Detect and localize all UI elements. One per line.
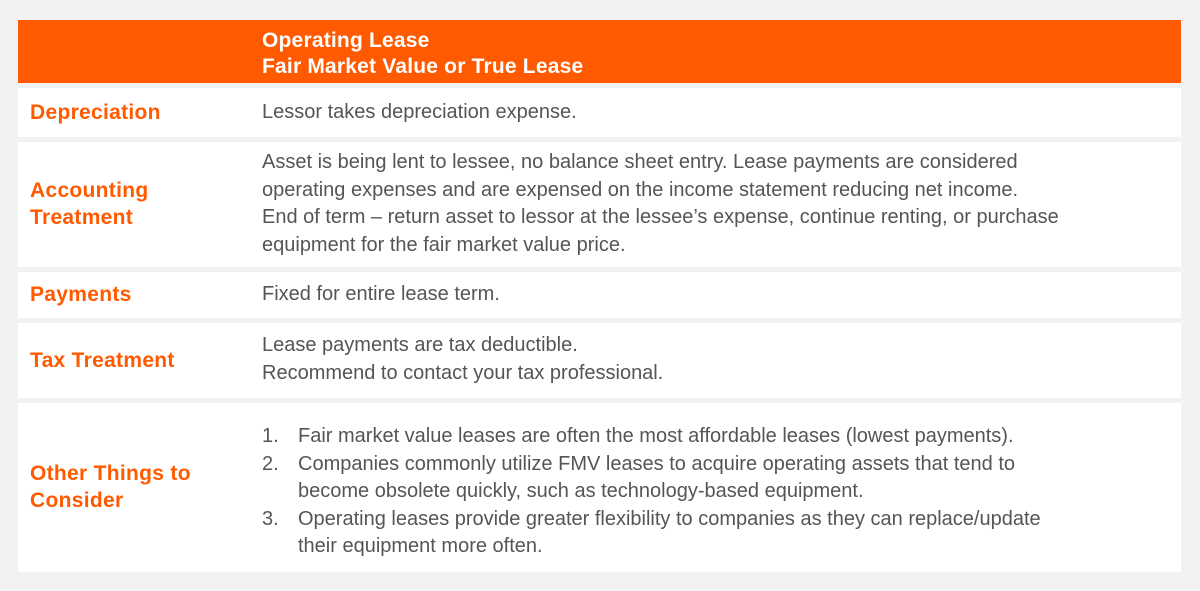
content-line: End of term – return asset to lessor at the lessee’s expense, continue renting, or purchase: [262, 206, 1059, 228]
row-other-things-to-consider: [18, 403, 1181, 572]
row-accounting-treatment: [18, 142, 1181, 267]
list-number: 3.: [262, 507, 279, 530]
row-content: [262, 99, 1173, 127]
row-label-line: Tax Treatment: [30, 348, 175, 372]
list-line: Fair market value leases are often the most affordable leases (lowest payments).: [298, 425, 1014, 447]
content-line: Fixed for entire lease term.: [262, 283, 500, 305]
row-content: [262, 149, 1173, 259]
row-payments: [18, 272, 1181, 318]
content-line: operating expenses and are expensed on the income statement reducing net income.: [262, 178, 1019, 201]
list-line: Operating leases provide greater flexibility to companies as they can replace/update: [298, 507, 1041, 530]
row-content: [262, 423, 1173, 561]
row-depreciation: [18, 88, 1181, 137]
row-label-line: Other Things to: [30, 462, 191, 485]
row-label-line: Consider: [30, 489, 124, 512]
list-item: [262, 506, 1173, 561]
list-item: [262, 451, 1173, 506]
row-label-line: Payments: [30, 283, 132, 306]
content-line: Lessor takes depreciation expense.: [262, 100, 577, 123]
list-item: [262, 423, 1173, 451]
header-title-line-2: Fair Market Value or True Lease: [262, 55, 584, 78]
row-label: [30, 99, 161, 126]
list-line: their equipment more often.: [298, 535, 543, 557]
list-line: become obsolete quickly, such as technology-based equipment.: [298, 480, 864, 502]
table-header: [18, 20, 1181, 83]
row-label: [30, 177, 149, 231]
list-number: 1.: [262, 425, 279, 447]
header-title: [262, 28, 583, 80]
row-content: [262, 281, 1173, 309]
list-text: [298, 451, 1015, 506]
row-label: [30, 347, 175, 374]
row-label: [30, 460, 191, 514]
row-label-line: Depreciation: [30, 100, 161, 124]
row-label-line: Treatment: [30, 206, 134, 229]
header-title-line-1: Operating Lease: [262, 29, 430, 52]
list-text: [298, 506, 1041, 561]
row-label-line: Accounting: [30, 179, 149, 202]
list-line: Companies commonly utilize FMV leases to acquire operating assets that tend to: [298, 452, 1016, 475]
row-content: [262, 332, 1173, 387]
content-line: Recommend to contact your tax professional.: [262, 361, 664, 384]
list-text: [298, 423, 1014, 451]
row-label: [30, 281, 132, 308]
content-line: equipment for the fair market value price.: [262, 233, 626, 256]
list-number: 2.: [262, 452, 279, 475]
content-line: Lease payments are tax deductible.: [262, 334, 578, 356]
content-line: Asset is being lent to lessee, no balance sheet entry. Lease payments are considered: [262, 151, 1018, 173]
lease-comparison-table: [18, 20, 1181, 572]
row-tax-treatment: [18, 323, 1181, 398]
